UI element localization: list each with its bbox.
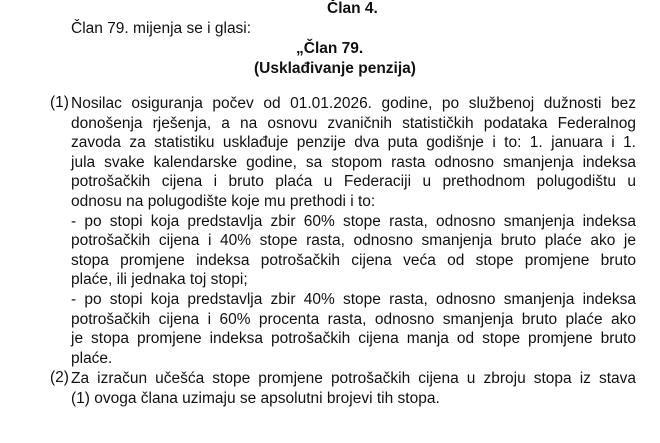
intro-text: Član 79. mijenja se i glasi:	[71, 20, 252, 37]
paragraph-line: je stopa promjene indeksa potrošačkih cijena manja od stope promjene bruto	[71, 330, 636, 348]
paragraph-line: plaće, ili jednaka toj stopi;	[71, 271, 248, 289]
paragraph-line: jula svake kalendarske godine, sa stopom rasta odnosno smanjenja indeksa	[71, 153, 636, 171]
paragraph-line: Nosilac osiguranja počev od 01.01.2026. godine, po službenoj dužnosti bez	[71, 95, 636, 112]
paragraph-line: stopa promjene indeksa potrošačkih cijena veća od stope promjene bruto	[71, 251, 636, 269]
paragraph-2	[50, 369, 636, 408]
paragraph-line: (1) ovoga člana uzimaju se apsolutni brojevi tih stopa.	[71, 389, 440, 407]
new-article-subtitle: (Usklađivanje penzija)	[254, 60, 416, 77]
paragraph-line: - po stopi koja predstavlja zbir 60% stope rasta, odnosno smanjenja indeksa	[71, 212, 636, 230]
paragraph-line: donošenja rješenja, a na osnovu zvaničnih statističkih podataka Federalnog	[71, 114, 636, 132]
paragraph-line: potrošačkih cijena i 60% procenta rasta, odnosno smanjenja bruto plaće ako	[71, 310, 636, 328]
paragraph-line: plaće.	[71, 349, 113, 367]
paragraph-body	[71, 94, 636, 368]
paragraph-line: odnosu na polugodište koje mu prethodi i to:	[71, 192, 376, 210]
paragraph-line: zavoda za statistiku usklađuje penzije dva puta godišnje i to: 1. januara i 1.	[71, 134, 636, 152]
paragraph-line: potrošačkih cijena i bruto plaća u Federaciji u prethodnom polugodištu u	[71, 173, 636, 191]
paragraph-line: potrošačkih cijena i 40% stope rasta, odnosno smanjenja bruto plaće ako je	[71, 232, 636, 250]
paragraph-body	[71, 369, 636, 408]
paragraph-line: Za izračun učešća stope promjene potrošačkih cijena u zbroju stopa iz stava	[71, 370, 636, 387]
new-article-title: „Član 79.	[296, 40, 364, 57]
paragraph-number: (1)	[50, 94, 69, 111]
paragraph-line: - po stopi koja predstavlja zbir 40% stope rasta, odnosno smanjenja indeksa	[71, 290, 636, 308]
article-heading: Član 4.	[327, 0, 378, 17]
paragraph-number: (2)	[50, 369, 69, 386]
paragraph-1	[50, 94, 636, 368]
